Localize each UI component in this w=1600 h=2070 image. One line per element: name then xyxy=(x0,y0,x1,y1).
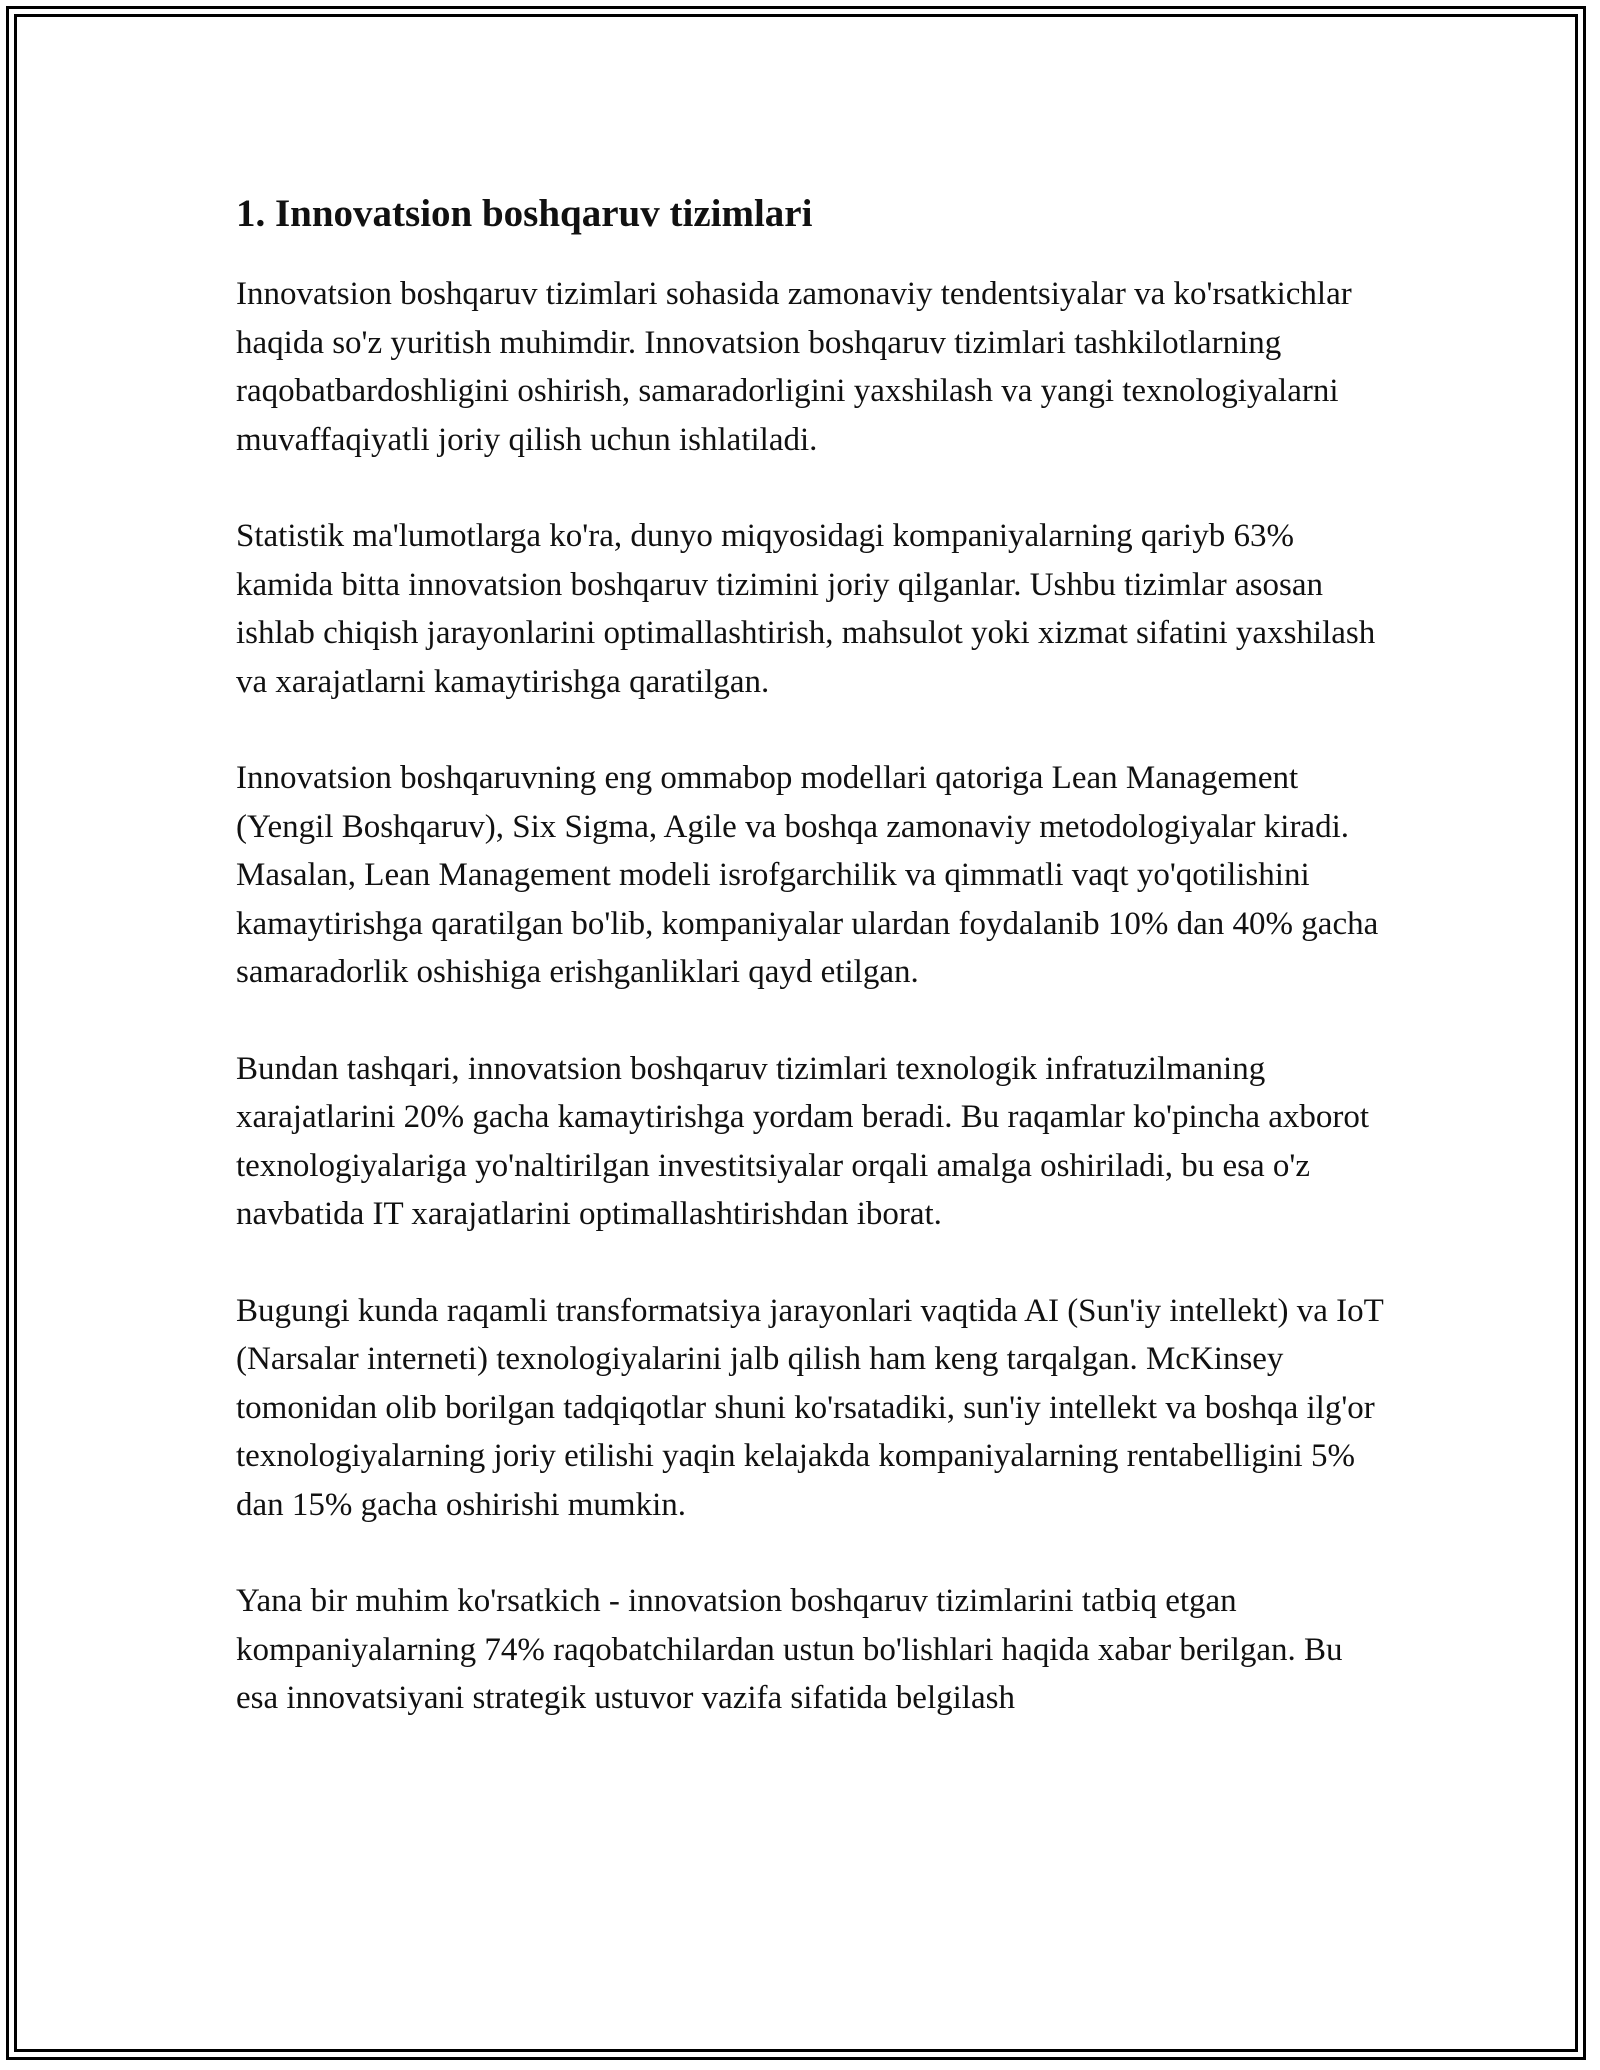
paragraph-1: Innovatsion boshqaruv tizimlari sohasida zamonaviy tendentsiyalar va ko'rsatkichlar haqida so'z yuritish muhimdir. Innovatsion boshqaruv tizimlari tashkilotlarning raqobatbardoshligini oshirish, samaradorligini yaxshilash va yangi texnologiyalarni muvaffaqiyatli joriy qilish uchun ishlatiladi. xyxy=(236,276,1352,458)
section-heading: 1. Innovatsion boshqaruv tizimlari xyxy=(236,192,813,235)
document-body xyxy=(236,186,1386,1771)
paragraph-6: Yana bir muhim ko'rsatkich - innovatsion boshqaruv tizimlarini tatbiq etgan kompaniyalarning 74% raqobatchilardan ustun bo'lishlari haqida xabar berilgan. Bu esa innovatsiyani strategik ustuvor vazifa sifatida belgilash xyxy=(236,1583,1343,1716)
paragraph-3: Innovatsion boshqaruvning eng ommabop modellari qatoriga Lean Management (Yengil Boshqaruv), Six Sigma, Agile va boshqa zamonaviy metodologiyalar kiradi. Masalan, Lean Management modeli isrofgarchilik va qimmatli vaqt yo'qotilishini kamaytirishga qaratilgan bo'lib, kompaniyalar ulardan foydalanib 10% dan 40% gacha samaradorlik oshishiga erishganliklari qayd etilgan. xyxy=(236,760,1379,990)
paragraph-4: Bundan tashqari, innovatsion boshqaruv tizimlari texnologik infratuzilmaning xarajatlarini 20% gacha kamaytirishga yordam beradi. Bu raqamlar ko'pincha axborot texnologiyalariga yo'naltirilgan investitsiyalar orqali amalga oshiriladi, bu esa o'z navbatida IT xarajatlarini optimallashtirishdan iborat. xyxy=(236,1050,1370,1232)
paragraph-5: Bugungi kunda raqamli transformatsiya jarayonlari vaqtida AI (Sun'iy intellekt) va IoT (Narsalar interneti) texnologiyalarini jalb qilish ham keng tarqalgan. McKinsey tomonidan olib borilgan tadqiqotlar shuni ko'rsatadiki, sun'iy intellekt va boshqa ilg'or texnologiyalarning joriy etilishi yaqin kelajakda kompaniyalarning rentabelligini 5% dan 15% gacha oshirishi mumkin. xyxy=(236,1292,1384,1523)
paragraph-2: Statistik ma'lumotlarga ko'ra, dunyo miqyosidagi kompaniyalarning qariyb 63% kamida bitta innovatsion boshqaruv tizimini joriy qilganlar. Ushbu tizimlar asosan ishlab chiqish jarayonlarini optimallashtirish, mahsulot yoki xizmat sifatini yaxshilash va xarajatlarni kamaytirishga qaratilgan. xyxy=(236,518,1376,700)
